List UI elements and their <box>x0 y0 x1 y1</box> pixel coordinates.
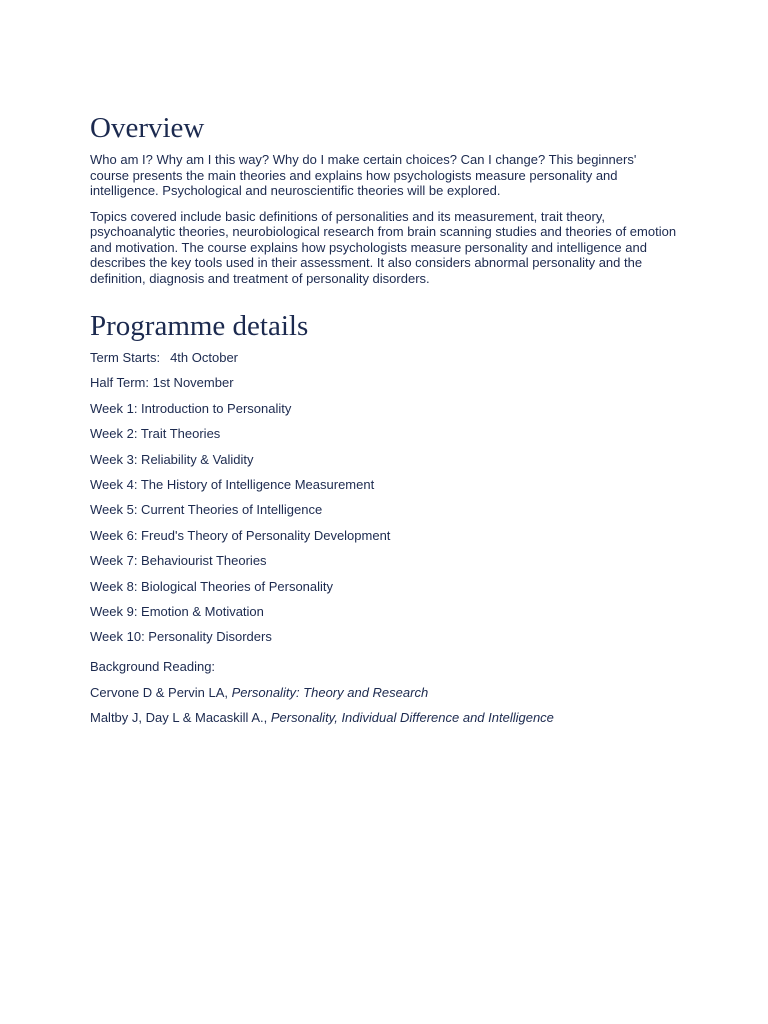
overview-paragraph-2: Topics covered include basic definitions of personalities and its measurement, trait theory, psychoanalytic theories, neurobiological research from brain scanning studies and theories of emotion and motivation. The course explains how psychologists measure personality and intelligence and describes the key tools used in their assessment. It also considers abnormal personality and the definition, diagnosis and treatment of personality disorders. <box>90 208 677 286</box>
overview-paragraph-1: Who am I? Why am I this way? Why do I make certain choices? Can I change? This beginners' course presents the main theories and explains how psychologists measure personality and intelligence. Psychological and neuroscientific theories will be explored. <box>90 152 637 198</box>
half-term: Half Term: 1st November <box>90 375 234 391</box>
week-item: Week 1: Introduction to Personality <box>90 400 292 416</box>
week-item: Week 10: Personality Disorders <box>90 629 272 645</box>
reading-title: Personality: Theory and Research <box>231 684 429 700</box>
programme-details-heading: Programme details <box>90 310 309 342</box>
reading-item <box>90 710 678 726</box>
week-item: Week 7: Behaviourist Theories <box>90 553 267 569</box>
week-item: Week 3: Reliability & Validity <box>90 451 254 467</box>
week-item: Week 2: Trait Theories <box>90 426 221 442</box>
term-starts-label: Term Starts: <box>90 350 161 365</box>
week-item: Week 5: Current Theories of Intelligence <box>90 502 323 518</box>
reading-title: Personality, Individual Difference and Intelligence <box>270 710 554 726</box>
reading-item <box>90 685 678 701</box>
week-item: Week 9: Emotion & Motivation <box>90 603 264 619</box>
overview-heading: Overview <box>90 112 205 144</box>
background-reading-label: Background Reading: <box>90 659 216 675</box>
week-item: Week 4: The History of Intelligence Measurement <box>90 476 375 492</box>
reading-authors: Cervone D & Pervin LA, <box>90 684 229 700</box>
week-item: Week 8: Biological Theories of Personality <box>90 578 334 594</box>
reading-authors: Maltby J, Day L & Macaskill A., <box>90 710 268 726</box>
term-starts-value: 4th October <box>170 350 239 365</box>
week-item: Week 6: Freud's Theory of Personality Development <box>90 527 391 543</box>
term-starts <box>90 350 678 366</box>
